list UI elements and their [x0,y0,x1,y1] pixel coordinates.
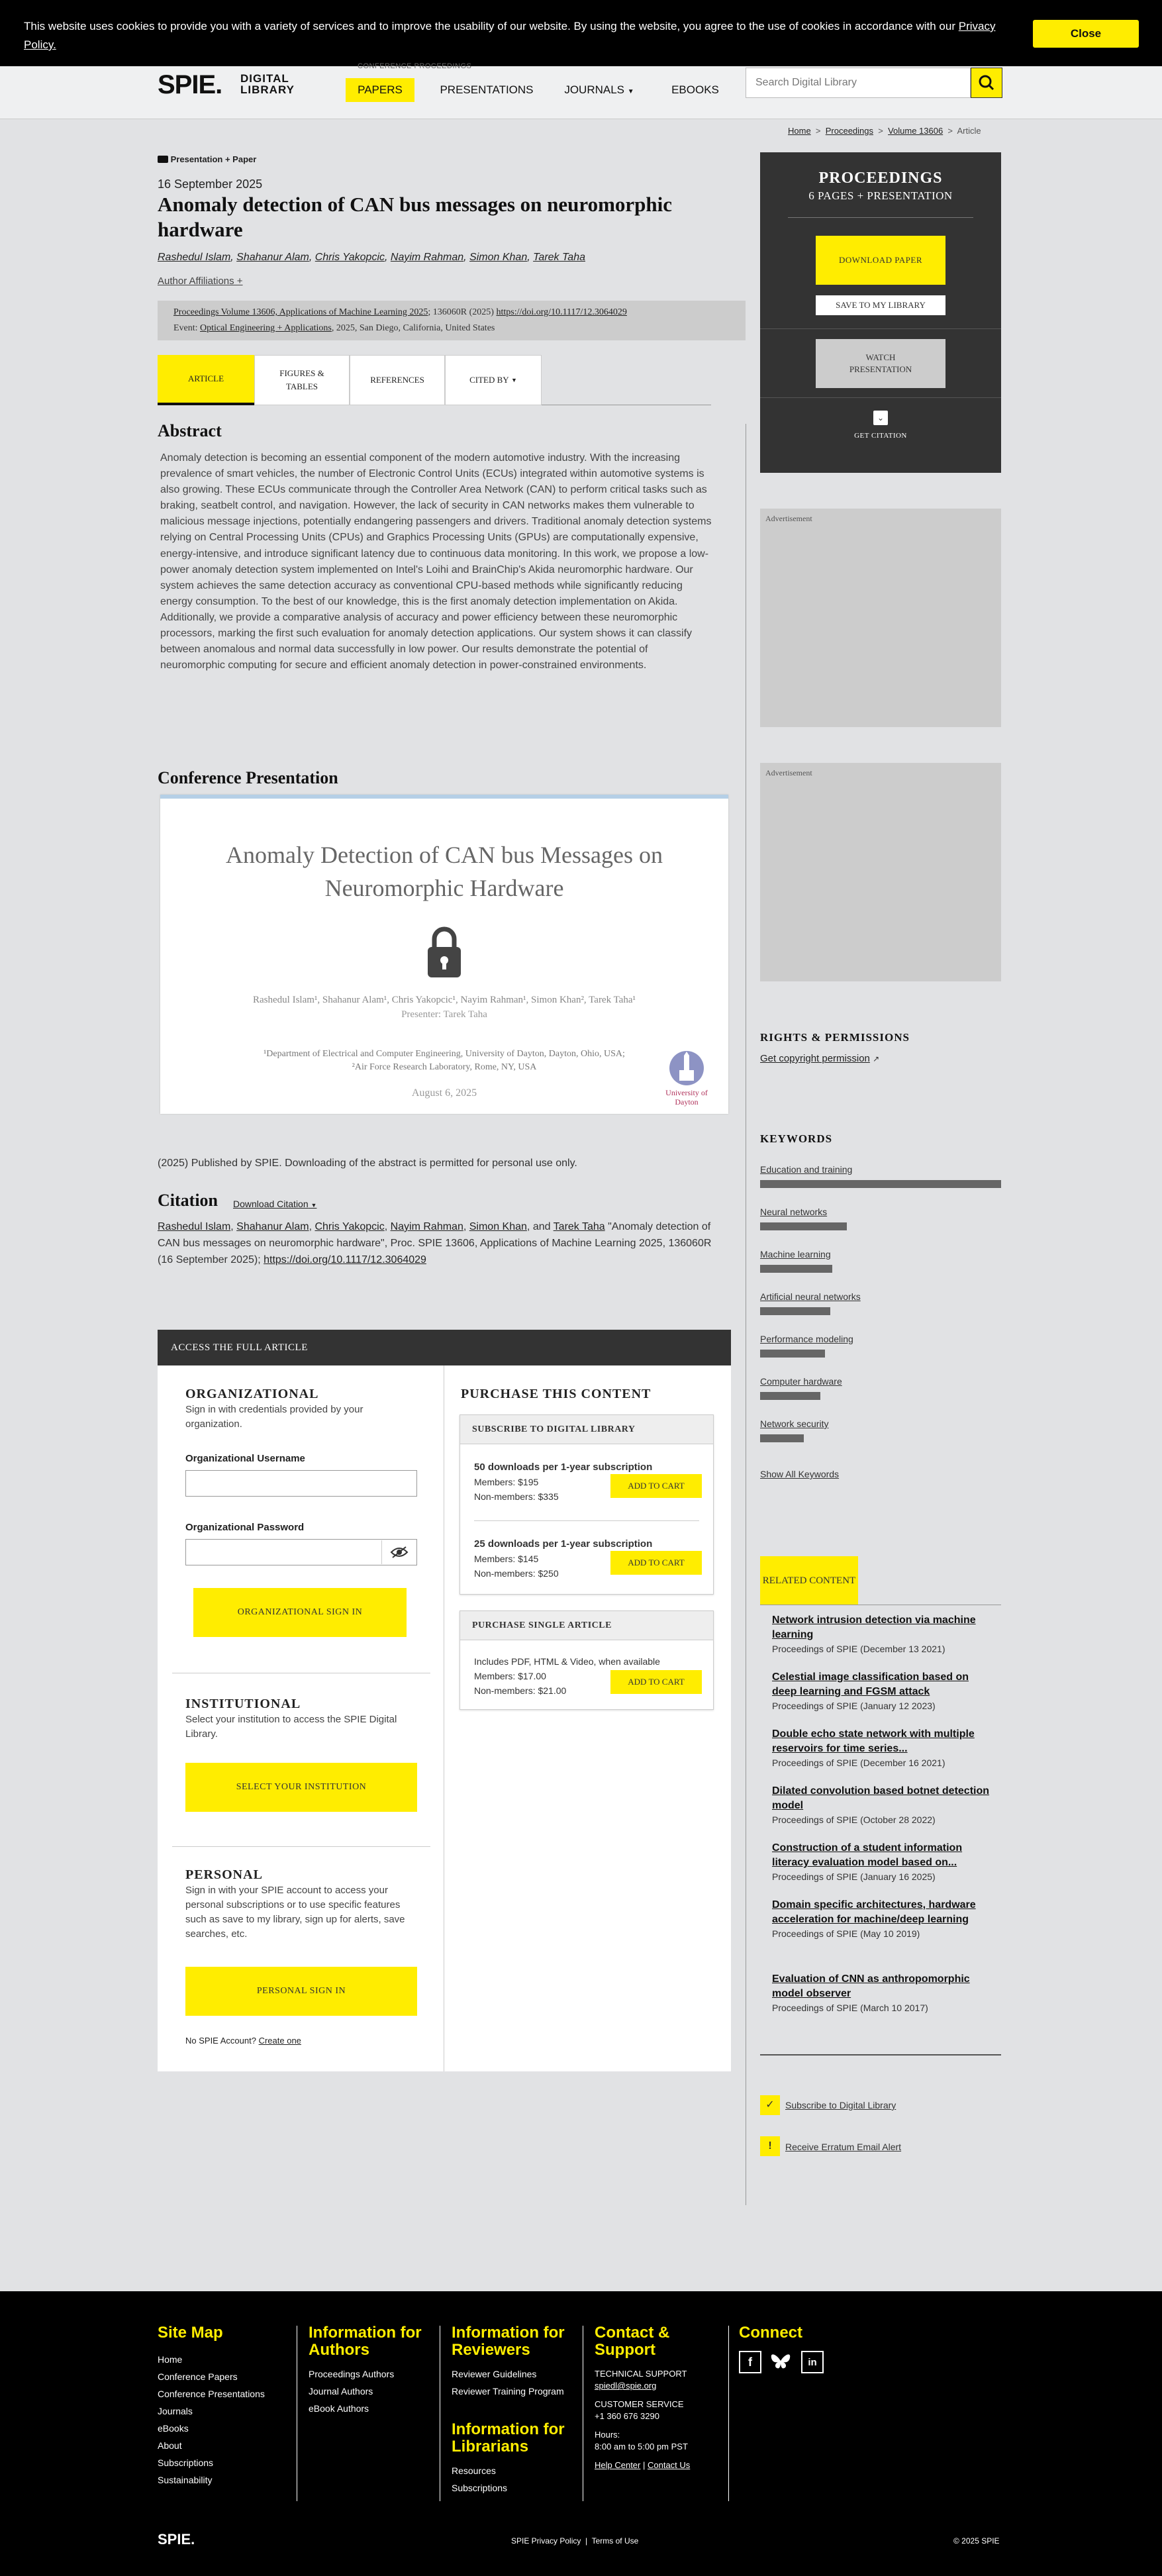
subscribe-digital-library-link[interactable]: Subscribe to Digital Library [785,2100,896,2110]
access-bar: ACCESS THE FULL ARTICLE [158,1330,731,1365]
footer-reviewers-heading [452,2324,565,2359]
proceedings-title: PROCEEDINGS [818,170,943,187]
nav-journals-label: JOURNALS [564,83,625,96]
presentation-video[interactable] [160,795,728,1114]
logo-digital-library [240,73,295,95]
tech-support-email[interactable]: spiedl@spie.org [595,2381,657,2391]
site-footer [0,2291,1162,2576]
access-panel [158,1330,731,2071]
event-detail: , 2025, San Diego, California, United States [331,323,495,333]
create-account-link[interactable]: Create one [258,2036,301,2046]
slide-date: August 6, 2025 [411,1087,477,1099]
customer-service-label: CUSTOMER SERVICE [595,2399,684,2409]
proceedings-link[interactable]: Proceedings Volume 13606, Applications of Machine Learning 2025 [173,307,428,317]
erratum-alert-link[interactable]: Receive Erratum Email Alert [785,2142,902,2152]
plan-nonmembers-price: Non-members: $250 [474,1568,559,1579]
search-icon [971,68,1002,97]
footer-link[interactable]: Home [158,2354,183,2365]
university-of-dayton-logo [663,1050,710,1107]
watch-line-2: PRESENTATION [849,364,912,374]
keyword-link[interactable]: Computer hardware [760,1376,842,1387]
plan-members-price: Members: $145 [474,1554,539,1564]
copyright-permission-link[interactable] [760,1053,879,1064]
footer-reviewers-heading-2: Reviewers [452,2341,530,2359]
footer-copyright: © 2025 SPIE [953,2536,1000,2546]
publication-date: 16 September 2025 [158,177,263,191]
video-icon [158,156,168,163]
personal-description: Sign in with your SPIE account to access your personal subscriptions or to use specific features such as save to my library, sign up for alerts, save searches, etc. [185,1885,405,1940]
breadcrumb-home[interactable]: Home [788,126,811,136]
breadcrumb-article: Article [957,126,981,136]
footer-link[interactable]: Conference Presentations [158,2389,265,2399]
abstract-heading: Abstract [158,421,222,440]
eye-off-icon [390,1546,409,1559]
create-account-line [185,2036,301,2046]
subscribe-heading: SUBSCRIBE TO DIGITAL LIBRARY [460,1415,713,1444]
footer-contact-heading-1: Contact & [595,2324,670,2342]
nav-presentations[interactable]: PRESENTATIONS [440,83,534,96]
related-item [772,1972,991,2014]
personal-heading: PERSONAL [185,1867,263,1882]
related-title-link[interactable]: Celestial image classification based on deep learning and FGSM attack [772,1671,969,1697]
citation-author[interactable]: Nayim Rahman [390,1221,463,1232]
plan-members-price: Members: $195 [474,1477,539,1487]
footer-contact-heading-2: Support [595,2341,655,2359]
footer-link[interactable]: Reviewer Guidelines [452,2369,537,2379]
watch-line-1: WATCH [865,352,896,362]
footer-link[interactable]: Proceedings Authors [309,2369,395,2379]
citation-author[interactable]: Chris Yakopcic [315,1221,385,1232]
slide-title [160,838,728,905]
footer-connect-heading: Connect [739,2324,802,2342]
footer-contact-heading [595,2324,669,2359]
related-title-link[interactable]: Network intrusion detection via machine learning [772,1614,976,1640]
keyword-link[interactable]: Network security [760,1418,829,1429]
author-link[interactable]: Tarek Taha [533,252,585,263]
keyword-link[interactable]: Machine learning [760,1249,831,1260]
privacy-policy-link[interactable]: Privacy Policy. [24,20,996,51]
proceedings-box [760,152,1001,473]
proc-divider [760,328,1001,329]
event-label: Event: [173,323,198,333]
caret-down-icon: ▼ [311,1202,317,1209]
purchase-heading: PURCHASE THIS CONTENT [461,1387,652,1401]
proceedings-subtitle: 6 PAGES + PRESENTATION [808,189,953,202]
slide-affiliation-1: ¹Department of Electrical and Computer Engineering, University of Dayton, Dayton, Ohio, USA; [264,1049,625,1059]
proceedings-line [173,305,730,321]
author-affiliations-toggle[interactable]: Author Affiliations + [158,275,243,287]
footer-librarians-links [452,2462,507,2497]
keyword-relevance-bar [760,1307,830,1315]
footer-reviewers-links [452,2365,564,2400]
footer-link[interactable]: Journal Authors [309,2386,373,2397]
citation-doi-link[interactable]: https://doi.org/10.1117/12.3064029 [264,1254,426,1265]
plan-title: 25 downloads per 1-year subscription [474,1538,653,1550]
content-type-tag [158,154,256,164]
facebook-icon[interactable]: f [739,2351,761,2373]
event-line [173,321,730,336]
article-title: Anomaly detection of CAN bus messages on neuromorphic hardware [158,193,673,241]
purchase-section [461,1387,651,1402]
save-to-library-button[interactable]: SAVE TO MY LIBRARY [816,295,945,315]
logo-line-2: LIBRARY [240,83,295,96]
inst-description: Select your institution to access the SPIE Digital Library. [185,1714,397,1740]
related-item [772,1613,991,1656]
lock-icon [426,924,462,979]
slide-authors: Rashedul Islam¹, Shahanur Alam¹, Chris Yakopcic¹, Nayim Rahman¹, Simon Khan², Tarek Taha¹ [253,995,636,1005]
doi-link[interactable]: https://doi.org/10.1117/12.3064029 [496,307,627,317]
caret-down-icon: ▼ [510,377,517,383]
footer-librarians-heading [452,2421,565,2455]
keyword-relevance-bar [760,1222,847,1230]
single-article-heading: PURCHASE SINGLE ARTICLE [460,1611,713,1640]
no-account-text: No SPIE Account? [185,2036,256,2046]
org-heading: ORGANIZATIONAL [185,1387,319,1401]
footer-link[interactable]: Sustainability [158,2475,213,2485]
footer-link[interactable]: eBooks [158,2423,189,2434]
citation-and: , and [526,1221,554,1232]
citation-body: "Anomaly detection of CAN bus messages on neuromorphic hardware", Proc. SPIE 13606, Applications of Machine Learning 2025, 136060R (16 September 2025); [158,1221,712,1265]
keyword-relevance-bar [760,1392,820,1400]
footer-separator [728,2326,729,2501]
footer-link[interactable]: Resources [452,2465,496,2476]
chevron-down-icon: ⌄ [873,411,888,425]
cookie-banner [0,0,1162,66]
author-link[interactable]: Shahanur Alam [236,252,309,263]
download-citation-button[interactable] [233,1199,316,1209]
tab-figures-tables[interactable]: FIGURES & TABLES [254,355,350,405]
conference-subtitle: CONFERENCE PROCEEDINGS [358,62,472,70]
event-link[interactable]: Optical Engineering + Applications [200,323,332,333]
footer-librarians-heading-1: Information for [452,2420,565,2438]
related-content-heading: RELATED CONTENT [760,1556,858,1605]
checkmark-icon: ✓ [760,2095,780,2115]
related-title-link[interactable]: Double echo state network with multiple reservoirs for time series... [772,1728,975,1754]
citation-text: Rashedul Islam, Shahanur Alam, Chris Yakopcic, Nayim Rahman, Simon Khan, and Tarek Taha "Anomaly detection of CAN bus messages on neuromorphic hardware", Proc. SPIE 13606, Applications of Machine Learning 2025, 136060R (16 September 2025); https://doi.org/10.1117/12.3064029 [158,1221,712,1265]
search-button[interactable] [971,68,1002,98]
terms-of-use-link[interactable]: Terms of Use [591,2536,639,2546]
cookie-text [24,17,1017,54]
add-to-cart-button[interactable]: ADD TO CART [610,1551,702,1575]
citation-author[interactable]: Tarek Taha [553,1221,605,1232]
proc-divider [760,397,1001,398]
org-username-label: Organizational Username [185,1453,305,1464]
article-tabs [158,355,711,405]
keyword-link[interactable]: Artificial neural networks [760,1291,861,1302]
keyword-link[interactable]: Education and training [760,1164,853,1175]
show-all-keywords-link[interactable]: Show All Keywords [760,1469,840,1479]
related-source: Proceedings of SPIE (October 28 2022) [772,1814,936,1825]
keyword-relevance-bar [760,1434,804,1442]
author-link[interactable]: Chris Yakopcic [315,252,385,263]
related-source: Proceedings of SPIE (March 10 2017) [772,2003,928,2013]
abstract-text: Anomaly detection is becoming an essential component of the modern automotive industry. With the increasing prevalence of smart vehicles, the number of Electronic Control Units (ECUs) integrated within automotive systems is also growing. These ECUs communicate through the Controller Area Network (CAN) to perform critical tasks such as braking, seatbelt control, and navigation. However, the lack of security in CAN networks makes them vulnerable to malicious message injections, potentially endangering passengers and drivers. Traditional anomaly detection systems relying on Central Processing Units (CPUs) and Graphics Processing Units (GPUs) are computationally expensive, energy-intensive, and introduce significant latency due to continuous data monitoring. In this work, we propose a low-power anomaly detection system implemented on Intel's Loihi and BrainChip's Akida neuromorphic hardware. Our system achieves the same detection accuracy as conventional CPU-based methods while significantly reducing energy consumption. To the best of our knowledge, this is the first anomaly detection implementation on Akida. Additionally, we provide a comparative analysis of accuracy and power efficiency between these neuromorphic processors, marking the first such evaluation for anomaly detection applications. Our system shows it can classify between anomalous and normal data successfully in low power. Our results demonstrate the potential of neuromorphic computing for secure and efficient anomaly detection in power-constrained environments. [160,452,712,671]
footer-authors-heading-1: Information for [309,2324,422,2342]
tab-article[interactable]: ARTICLE [158,355,254,405]
cookie-close-button[interactable]: Close [1033,20,1139,48]
footer-contact-info: TECHNICAL SUPPORT spiedl@spie.org CUSTOMER SERVICE +1 360 676 3290 Hours: 8:00 am to 5:00 pm PST Help Center | Contact Us [595,2369,691,2470]
footer-link[interactable]: Journals [158,2406,193,2416]
footer-librarians-heading-2: Librarians [452,2438,529,2455]
keyword-relevance-bar [760,1265,832,1273]
related-item [772,1898,991,1940]
related-title-link[interactable]: Dilated convolution based botnet detection model [772,1785,990,1811]
org-description: Sign in with credentials provided by your organization. [185,1404,363,1430]
butterfly-icon [769,2352,792,2373]
content-type-label: Presentation + Paper [170,154,257,164]
related-source: Proceedings of SPIE (January 12 2023) [772,1701,936,1711]
download-citation-label: Download Citation [233,1199,309,1209]
footer-reviewers-heading-1: Information for [452,2324,565,2342]
breadcrumb-volume[interactable]: Volume 13606 [888,126,944,136]
single-members-price: Members: $17.00 [474,1671,546,1681]
keyword-link[interactable]: Performance modeling [760,1334,853,1344]
tab-references[interactable]: REFERENCES [350,355,445,405]
slide-affiliations [160,1048,728,1074]
single-includes: Includes PDF, HTML & Video, when available [474,1656,660,1667]
select-institution-button[interactable]: SELECT YOUR INSTITUTION [185,1763,417,1812]
tab-cited-by[interactable] [445,355,542,405]
advertisement-slot: Advertisement [760,509,1001,727]
related-title-link[interactable]: Domain specific architectures, hardware acceleration for machine/deep learning [772,1899,976,1925]
org-sign-in-button[interactable]: ORGANIZATIONAL SIGN IN [193,1588,407,1637]
footer-authors-heading-2: Authors [309,2341,369,2359]
logo-spie: SPIE. [158,70,222,99]
presentation-heading: Conference Presentation [158,768,338,787]
keyword-relevance-bar [760,1350,825,1358]
related-item [772,1841,991,1883]
external-link-icon: ↗ [873,1054,880,1064]
privacy-policy-link[interactable]: SPIE Privacy Policy [511,2536,581,2546]
footer-link[interactable]: Reviewer Training Program [452,2386,564,2397]
keyword-relevance-bar [760,1180,1001,1188]
section-divider [172,1846,430,1847]
contact-us-link[interactable]: Contact Us [647,2460,691,2470]
single-nonmembers-price: Non-members: $21.00 [474,1685,567,1696]
slide-logo-line-1: University of [665,1088,708,1097]
bluesky-icon[interactable] [769,2351,792,2373]
help-center-link[interactable]: Help Center [595,2460,641,2470]
author-link[interactable]: Rashedul Islam [158,252,231,263]
related-source: Proceedings of SPIE (December 13 2021) [772,1644,945,1654]
author-list: Rashedul Islam, Shahanur Alam, Chris Yakopcic, Nayim Rahman, Simon Khan, Tarek Taha [158,252,585,263]
proceedings-detail: ; 136060R (2025) [428,307,494,317]
citation-author[interactable]: Rashedul Islam [158,1221,231,1232]
org-username-input[interactable] [185,1470,417,1497]
search-input[interactable]: Search Digital Library [746,68,971,98]
footer-link[interactable]: About [158,2440,182,2451]
add-to-cart-button[interactable]: ADD TO CART [610,1670,702,1694]
copyright-permission-label: Get copyright permission [760,1053,870,1064]
slide-presenter: Presenter: Tarek Taha [401,1009,487,1020]
breadcrumb-proceedings[interactable]: Proceedings [825,126,874,136]
citation-author[interactable]: Simon Khan [469,1221,527,1232]
caret-down-icon: ▼ [627,88,634,95]
related-bottom-divider [760,2054,1001,2056]
related-source: Proceedings of SPIE (December 16 2021) [772,1758,945,1768]
nav-journals[interactable] [556,78,642,102]
plan-nonmembers-price: Non-members: $335 [474,1491,559,1502]
inst-section [185,1697,301,1712]
proc-divider [788,217,973,218]
personal-section [185,1867,263,1883]
nav-papers[interactable]: PAPERS [346,78,414,102]
plan-divider [474,1520,699,1521]
slide-title-line-2: Neuromorphic Hardware [324,875,564,901]
toggle-password-visibility[interactable] [381,1540,416,1564]
footer-authors-heading [309,2324,422,2359]
advertisement-slot: Advertisement [760,763,1001,981]
citation-author[interactable]: Shahanur Alam [236,1221,309,1232]
watch-presentation-button[interactable] [816,339,945,388]
footer-logo[interactable]: SPIE. [158,2531,195,2548]
related-item [772,1727,991,1769]
org-section [185,1387,318,1402]
get-citation-button[interactable] [760,411,1001,440]
footer-authors-links [309,2365,394,2417]
tech-support-label: TECHNICAL SUPPORT [595,2369,687,2379]
footer-link[interactable]: Conference Papers [158,2371,238,2382]
related-item [772,1784,991,1826]
footer-link[interactable]: Subscriptions [158,2457,214,2468]
related-item [772,1670,991,1712]
keyword-link[interactable]: Neural networks [760,1207,828,1217]
footer-link[interactable]: eBook Authors [309,2403,369,2414]
related-source: Proceedings of SPIE (January 16 2025) [772,1871,936,1882]
related-title-link[interactable]: Construction of a student information literacy evaluation model based on... [772,1842,963,1868]
footer-link[interactable]: Subscriptions [452,2483,508,2493]
slide-logo-line-2: Dayton [675,1097,699,1107]
inst-heading: INSTITUTIONAL [185,1697,301,1711]
alert-icon: ! [760,2136,780,2156]
tab-cited-by-label: CITED BY [469,375,509,385]
chapel-icon [669,1050,704,1086]
slide-title-line-1: Anomaly Detection of CAN bus Messages on [226,842,663,868]
footer-legal-links: SPIE Privacy Policy | Terms of Use [511,2536,639,2546]
publication-info [158,301,746,340]
plan-title: 50 downloads per 1-year subscription [474,1461,653,1473]
logo-line-1: DIGITAL [240,72,289,85]
footer-sitemap-heading: Site Map [158,2324,223,2342]
hours-label: Hours: [595,2430,620,2440]
keywords-heading: KEYWORDS [760,1132,833,1145]
citation-heading: Citation [158,1191,218,1210]
author-link[interactable]: Simon Khan [469,252,528,263]
cookie-message: This website uses cookies to provide you with a variety of services and to improve the usability of our website. By using the website, you agree to the use of cookies in accordance with our [24,20,956,32]
linkedin-icon[interactable]: in [801,2351,824,2373]
rights-heading: RIGHTS & PERMISSIONS [760,1031,910,1044]
customer-service-phone: +1 360 676 3290 [595,2411,659,2421]
get-citation-label: GET CITATION [854,432,907,440]
published-note: (2025) Published by SPIE. Downloading of the abstract is permitted for personal use only. [158,1158,577,1169]
add-to-cart-button[interactable]: ADD TO CART [610,1474,702,1498]
related-source: Proceedings of SPIE (May 10 2019) [772,1928,920,1939]
download-paper-button[interactable]: DOWNLOAD PAPER [816,236,945,285]
personal-sign-in-button[interactable]: PERSONAL SIGN IN [185,1967,417,2016]
hours-value: 8:00 am to 5:00 pm PST [595,2442,688,2452]
author-link[interactable]: Nayim Rahman [390,252,464,263]
breadcrumb: Home > Proceedings > Volume 13606 > Article [788,126,981,136]
nav-ebooks[interactable]: EBOOKS [671,83,719,96]
org-password-label: Organizational Password [185,1522,305,1533]
slide-affiliation-2: ²Air Force Research Laboratory, Rome, NY, USA [352,1062,537,1072]
related-title-link[interactable]: Evaluation of CNN as anthropomorphic model observer [772,1973,970,1999]
